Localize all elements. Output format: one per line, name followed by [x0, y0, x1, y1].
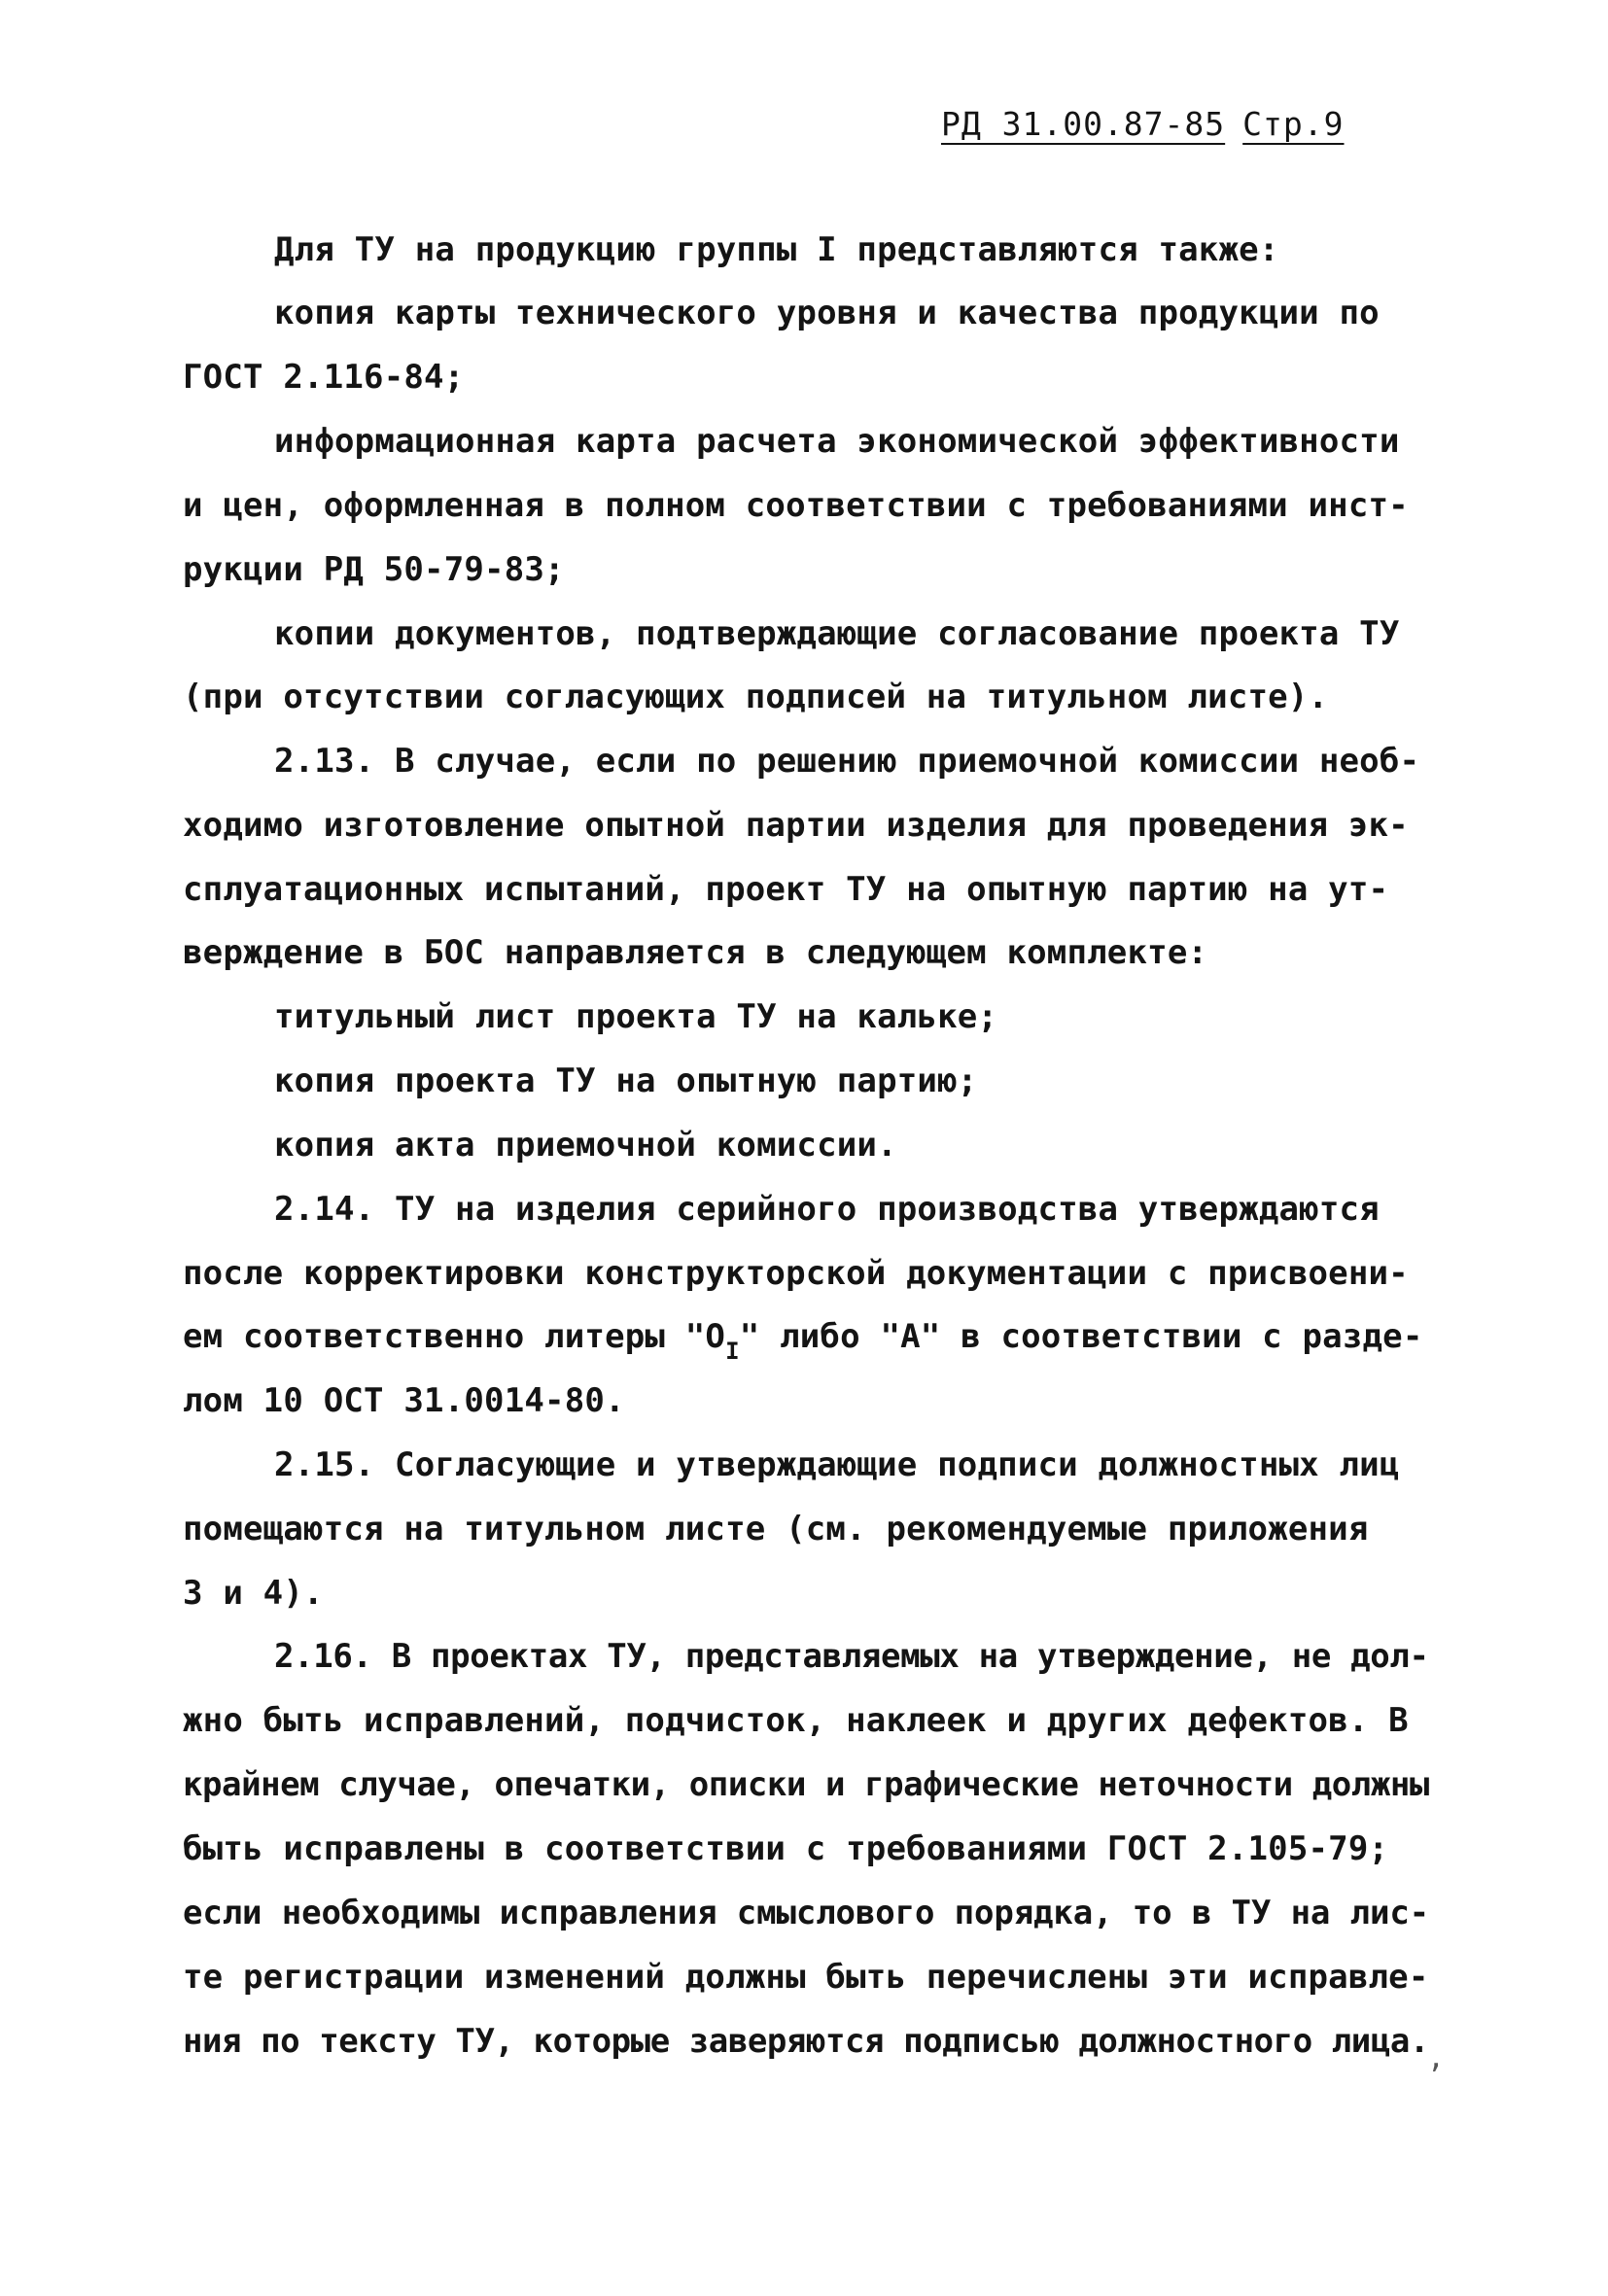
text-line: копия карты технического уровня и качества продукции по [274, 294, 1380, 332]
document-code: РД 31.00.87-85 [941, 105, 1226, 143]
text-line: сплуатационных испытаний, проект ТУ на опытную партию на ут- [183, 870, 1389, 909]
page-header [941, 105, 1345, 143]
text-line: ния по тексту ТУ, которые заверяются подписью должностного лица. [183, 2022, 1429, 2061]
text-line: и цен, оформленная в полном соответствии с требованиями инст- [183, 486, 1409, 525]
text-line: 3 и 4). [183, 1574, 324, 1613]
text-segment: " либо "А" в соответствии с разде- [739, 1317, 1423, 1356]
list-item: титульный лист проекта ТУ на кальке; [274, 997, 998, 1036]
text-line: копии документов, подтверждающие согласование проекта ТУ [274, 614, 1400, 653]
text-line: рукции РД 50-79-83; [183, 550, 565, 589]
text-line: после корректировки конструкторской документации с присвоени- [183, 1254, 1409, 1293]
text-line: лом 10 ОСТ 31.0014-80. [183, 1381, 625, 1420]
text-line: информационная карта расчета экономической эффективности [274, 422, 1400, 461]
text-line: помещаются на титульном листе (см. рекомендуемые приложения [183, 1510, 1369, 1548]
list-item: копия проекта ТУ на опытную партию; [274, 1061, 978, 1100]
margin-mark: , [1427, 2041, 1446, 2075]
text-line: ГОСТ 2.116-84; [183, 358, 465, 397]
text-line: верждение в БОС направляется в следующем комплекте: [183, 933, 1208, 972]
text-line: (при отсутствии согласующих подписей на титульном листе). [183, 678, 1329, 716]
text-line: крайнем случае, опечатки, описки и графические неточности должны [183, 1765, 1429, 1804]
text-segment: ем соответственно литеры "О [183, 1317, 726, 1356]
paragraph-2-15-line: 2.15. Согласующие и утверждающие подписи должностных лиц [274, 1445, 1400, 1484]
text-line: Для ТУ на продукцию группы I представляются также: [274, 230, 1279, 269]
list-item: копия акта приемочной комиссии. [274, 1126, 897, 1165]
page-number: Стр.9 [1242, 105, 1345, 143]
text-line: ходимо изготовление опытной партии изделия для проведения эк- [183, 806, 1409, 845]
paragraph-2-16-line: 2.16. В проектах ТУ, представляемых на утверждение, не дол- [274, 1637, 1429, 1676]
text-line: если необходимы исправления смыслового порядка, то в ТУ на лис- [183, 1894, 1430, 1932]
subscript: I [725, 1338, 740, 1365]
text-line: быть исправлены в соответствии с требованиями ГОСТ 2.105-79; [183, 1829, 1389, 1868]
paragraph-2-13-line: 2.13. В случае, если по решению приемочной комиссии необ- [274, 742, 1420, 781]
text-line: те регистрации изменений должны быть перечислены эти исправле- [183, 1958, 1429, 1997]
paragraph-2-14-line: 2.14. ТУ на изделия серийного производства утверждаются [274, 1190, 1380, 1229]
text-line-with-subscript [183, 1317, 1423, 1365]
text-line: жно быть исправлений, подчисток, наклеек и других дефектов. В [183, 1701, 1409, 1740]
